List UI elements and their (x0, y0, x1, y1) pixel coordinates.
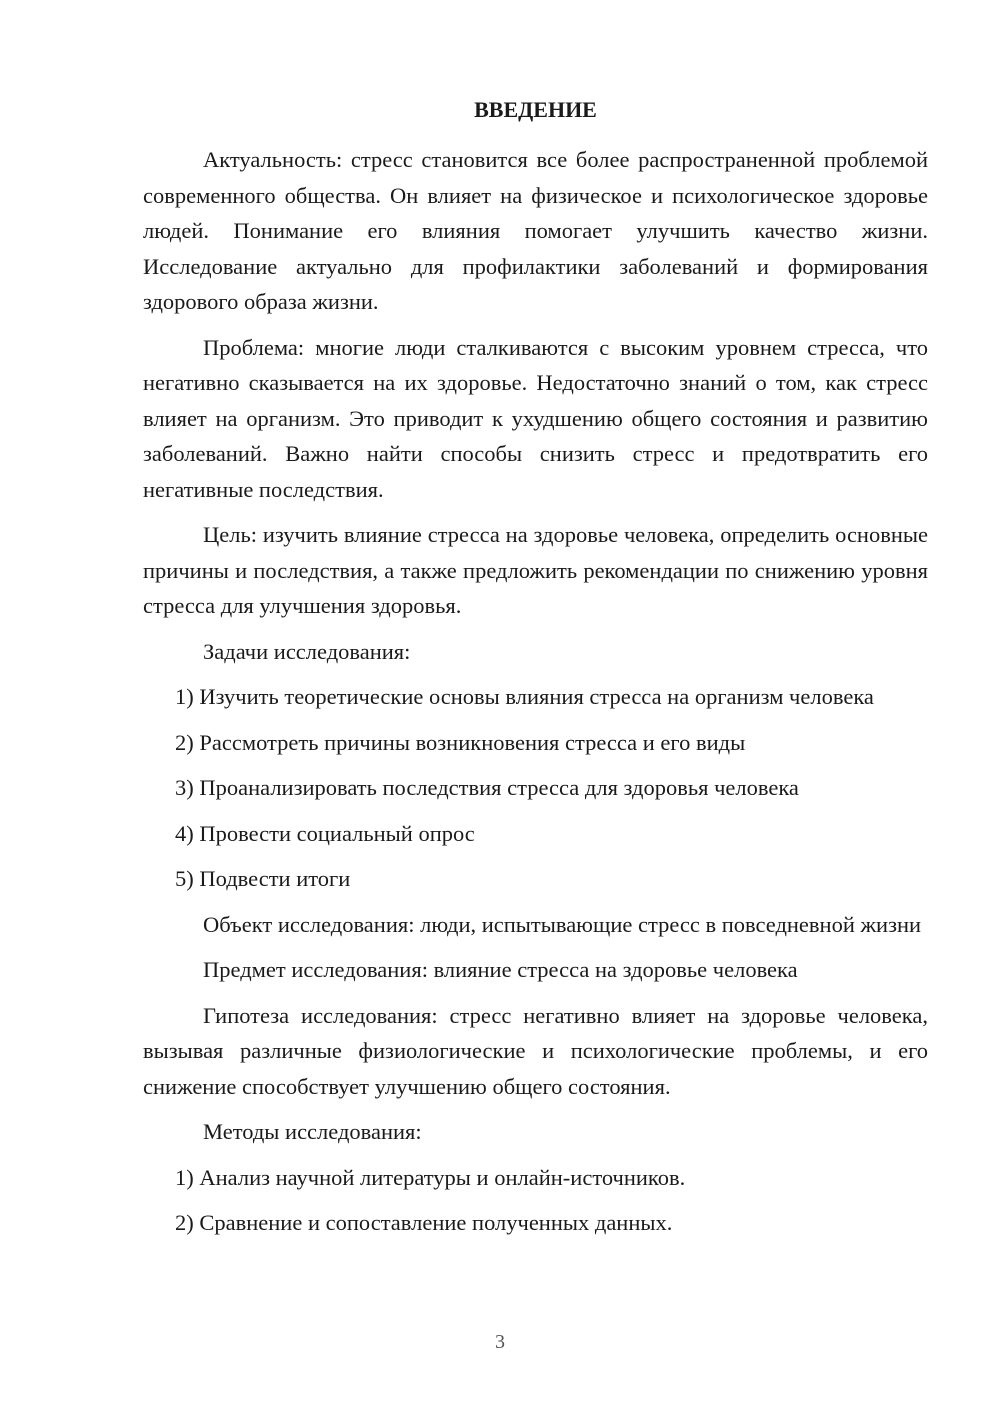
hypothesis-paragraph: Гипотеза исследования: стресс негативно влияет на здоровье человека, вызывая различные физиологические и психологические проблемы, и его снижение способствует улучшению общего состояния. (143, 1002, 928, 1099)
section-title: ВВЕДЕНИЕ (474, 97, 597, 122)
relevance-paragraph: Актуальность: стресс становится все более распространенной проблемой современного общества. Он влияет на физическое и психологическое здоровье людей. Понимание его влияния помогает улучшить качество жизни. Исследование актуально для профилактики заболеваний и формирования здорового образа жизни. (143, 147, 928, 314)
document-page (143, 92, 928, 1251)
task-item: 4) Провести социальный опрос (175, 820, 475, 846)
task-item: 5) Подвести итоги (175, 866, 351, 891)
page-number: 3 (495, 1331, 505, 1353)
methods-heading: Методы исследования: (203, 1119, 422, 1144)
goal-paragraph: Цель: изучить влияние стресса на здоровье человека, определить основные причины и последствия, а также предложить рекомендации по снижению уровня стресса для улучшения здоровья. (143, 522, 928, 618)
method-item: 2) Сравнение и сопоставление полученных данных. (175, 1210, 673, 1235)
problem-paragraph: Проблема: многие люди сталкиваются с высоким уровнем стресса, что негативно сказывается на их здоровье. Недостаточно знаний о том, как стресс влияет на организм. Это приводит к ухудшению общего состояния и развитию заболеваний. Важно найти способы снизить стресс и предотвратить его негативные последствия. (143, 334, 928, 502)
task-item: 2) Рассмотреть причины возникновения стресса и его виды (175, 729, 746, 755)
task-item: 1) Изучить теоретические основы влияния стресса на организм человека (175, 684, 874, 709)
task-item: 3) Проанализировать последствия стресса для здоровья человека (175, 775, 799, 800)
tasks-heading: Задачи исследования: (203, 638, 411, 664)
object-paragraph: Объект исследования: люди, испытывающие стресс в повседневной жизни (203, 911, 922, 937)
subject-paragraph: Предмет исследования: влияние стресса на здоровье человека (203, 957, 798, 982)
method-item: 1) Анализ научной литературы и онлайн-источников. (175, 1164, 686, 1190)
